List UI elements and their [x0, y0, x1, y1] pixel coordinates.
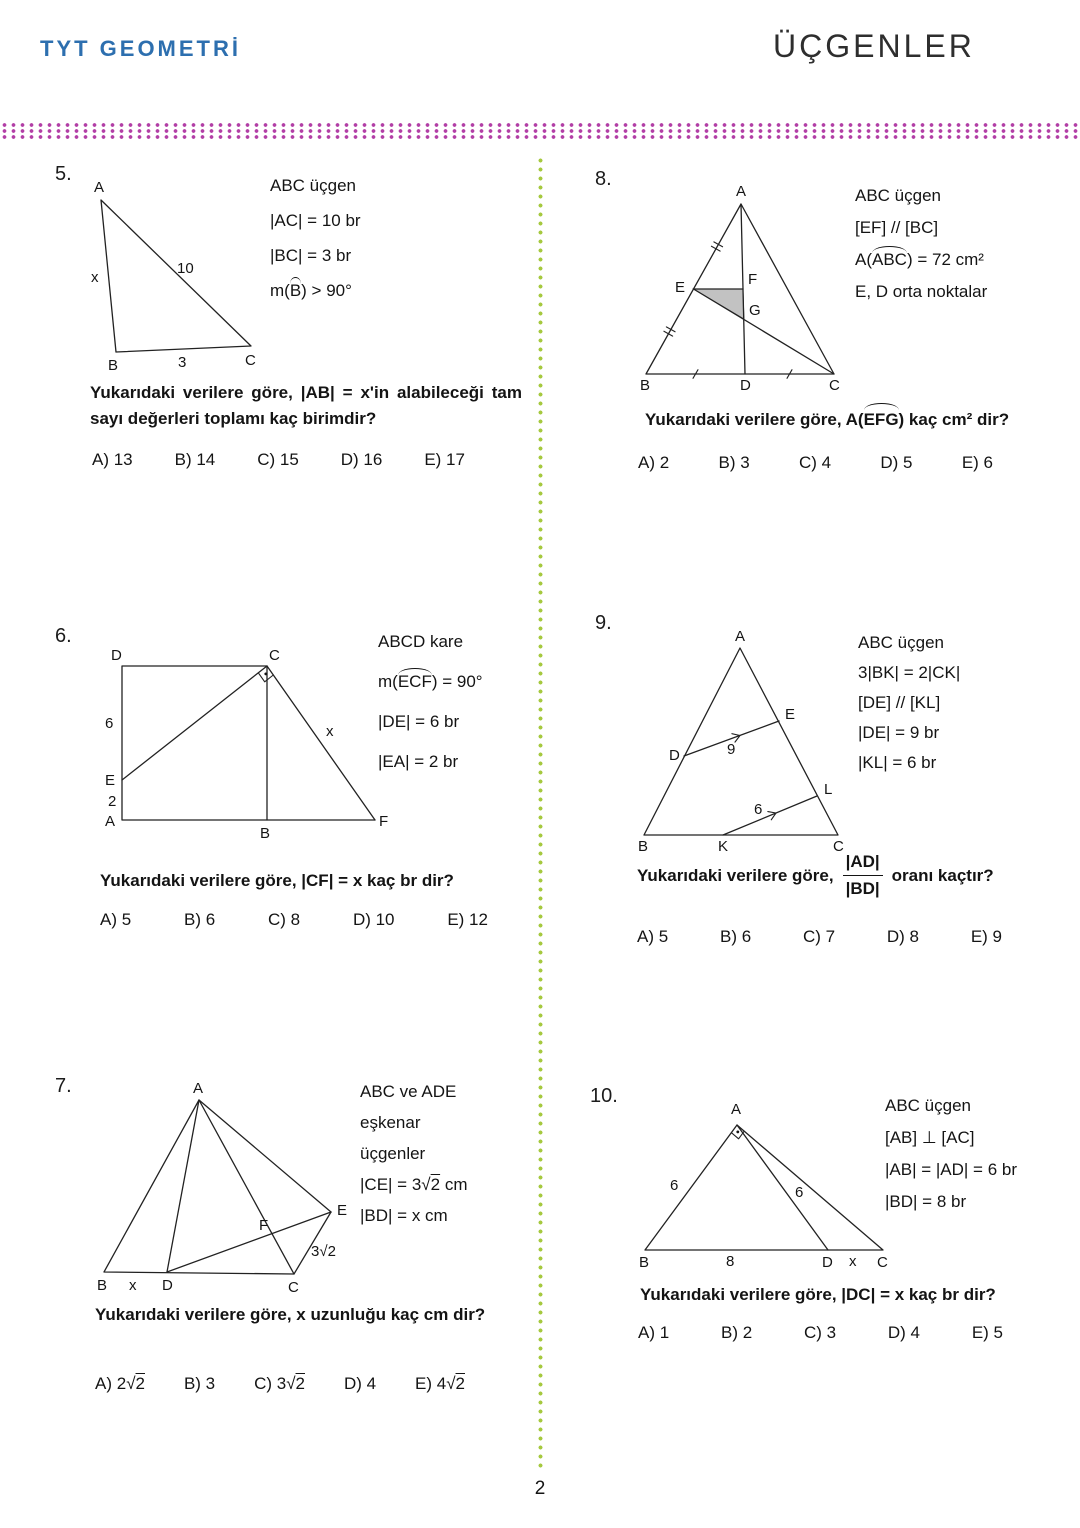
- problem-number: 7.: [55, 1075, 72, 1097]
- problem-5: [55, 160, 525, 520]
- answer-choices: [100, 910, 488, 930]
- segment-de: [167, 1212, 331, 1272]
- problem-10: [590, 1078, 1065, 1368]
- given-info: [360, 1082, 467, 1237]
- vertex-label-a: A: [731, 1101, 742, 1118]
- choice-a: A) 5: [637, 927, 669, 946]
- given-info: [270, 176, 361, 316]
- problem-number: 6.: [55, 625, 72, 647]
- choice-d: D) 4: [887, 1323, 921, 1342]
- given-line: |DE| = 9 br: [858, 723, 940, 742]
- segment-ec: [122, 666, 267, 780]
- given-line: ABC üçgen: [855, 186, 941, 205]
- question-text: Yukarıdaki verilere göre, x uzunluğu kaç cm dir?: [95, 1305, 486, 1324]
- vertex-label-g: G: [749, 302, 761, 319]
- angle-dot: [736, 1131, 739, 1134]
- question-post: oranı kaçtır?: [891, 865, 994, 885]
- given-line: ABC üçgen: [270, 176, 356, 195]
- problem-number: 10.: [590, 1085, 618, 1107]
- fraction-numerator: |AD|: [843, 852, 883, 876]
- segment-ec: [694, 289, 835, 374]
- vertex-label-b: B: [638, 838, 649, 855]
- choice-c: C) 7: [802, 927, 836, 946]
- figure-right-triangle: [628, 1098, 898, 1273]
- given-line: [DE] // [KL]: [858, 693, 941, 712]
- side-label-bc: 3: [178, 354, 187, 371]
- given-line: eşkenar: [360, 1113, 421, 1132]
- given-line: [AB] ⊥ [AC]: [885, 1128, 975, 1147]
- question-text: [637, 852, 994, 899]
- choice-b: B) 6: [184, 910, 216, 929]
- triangle-abc: [101, 200, 251, 352]
- triangle-abc: [644, 648, 838, 835]
- choice-c: C) 8: [268, 910, 301, 929]
- choice-e: E) 5: [971, 1323, 1003, 1342]
- vertex-label-d: D: [822, 1254, 833, 1271]
- choice-d: D) 4: [343, 1374, 377, 1393]
- question-text: Yukarıdaki verilere göre, |DC| = x kaç br dir?: [640, 1285, 996, 1304]
- choice-d: D) 5: [880, 453, 913, 472]
- given-line: |KL| = 6 br: [858, 753, 937, 772]
- choice-c: C) 15: [257, 450, 299, 469]
- vertex-label-b: B: [260, 825, 271, 842]
- given-line: |BD| = 8 br: [885, 1192, 967, 1211]
- problem-8: [590, 160, 1065, 500]
- vertex-label-a: A: [105, 813, 116, 830]
- vertex-label-b: B: [97, 1277, 108, 1294]
- answer-choices: [637, 927, 1002, 947]
- side-label-x: x: [849, 1253, 857, 1270]
- vertex-label-d: D: [740, 377, 751, 394]
- vertex-label-d: D: [111, 647, 122, 664]
- side-label-ad: 6: [795, 1184, 804, 1201]
- given-line: |DE| = 6 br: [378, 712, 460, 731]
- given-line: A(ABC) = 72 cm²: [855, 250, 984, 269]
- problem-number: 5.: [55, 163, 72, 185]
- problem-number: 9.: [595, 612, 612, 634]
- choice-a: A) 2√2: [95, 1374, 145, 1393]
- given-line: üçgenler: [360, 1144, 426, 1163]
- answer-choices: [638, 453, 993, 473]
- given-line: |BC| = 3 br: [270, 246, 352, 265]
- segment-cf: [267, 666, 375, 820]
- vertex-label-a: A: [735, 630, 746, 645]
- side-label-ab: 6: [670, 1177, 679, 1194]
- vertex-label-c: C: [877, 1254, 888, 1271]
- vertex-label-c: C: [269, 647, 280, 664]
- given-line: |AB| = |AD| = 6 br: [885, 1160, 1017, 1179]
- column-dotted-divider: [536, 156, 545, 1470]
- choice-a: A) 5: [100, 910, 132, 929]
- problem-7: [55, 1070, 525, 1420]
- given-line: |AC| = 10 br: [270, 211, 361, 230]
- angle-dot: [264, 673, 267, 676]
- given-line: ABC ve ADE: [360, 1082, 457, 1101]
- square-abcd: [122, 666, 267, 820]
- choice-e: E) 4√2: [415, 1374, 465, 1393]
- given-line: E, D orta noktalar: [855, 282, 988, 301]
- side-label-ce: 3√2: [311, 1243, 336, 1260]
- page-title-left: TYT GEOMETRİ: [40, 36, 241, 61]
- vertex-label-k: K: [718, 838, 729, 855]
- side-label-ea: 2: [108, 793, 117, 810]
- given-line: ABC üçgen: [885, 1096, 971, 1115]
- segment-kl: [723, 796, 817, 835]
- choice-c: C) 4: [798, 453, 832, 472]
- vertex-label-c: C: [245, 352, 256, 369]
- choice-b: B) 6: [719, 927, 752, 946]
- given-line: ABC üçgen: [858, 633, 944, 652]
- choice-b: B) 3: [718, 453, 750, 472]
- given-line: [EF] // [BC]: [855, 218, 939, 237]
- choice-b: B) 2: [720, 1323, 753, 1342]
- vertex-label-b: B: [640, 377, 651, 394]
- given-info: [855, 186, 987, 314]
- vertex-label-a: A: [193, 1080, 204, 1097]
- vertex-label-e: E: [105, 772, 116, 789]
- given-info: [378, 632, 483, 792]
- question-text: Yukarıdaki verilere göre, A(EFG) kaç cm² dir?: [645, 407, 1055, 433]
- side-label-de: 6: [105, 715, 114, 732]
- given-line: |BD| = x cm: [360, 1206, 448, 1225]
- given-line: ABCD kare: [378, 632, 464, 651]
- side-label-de: 9: [727, 741, 736, 758]
- fraction-ad-bd: [843, 852, 883, 899]
- vertex-label-c: C: [288, 1279, 299, 1296]
- page-number: 2: [534, 1478, 546, 1499]
- choice-d: D) 16: [340, 450, 383, 469]
- answer-choices: [95, 1374, 465, 1394]
- choice-c: C) 3: [803, 1323, 837, 1342]
- given-line: m(B) > 90°: [270, 281, 352, 300]
- figure-obtuse-triangle: [83, 178, 273, 378]
- fraction-denominator: |BD|: [845, 879, 880, 898]
- segment-ad: [167, 1100, 199, 1272]
- side-label-x: x: [129, 1277, 137, 1294]
- vertex-label-a: A: [94, 179, 105, 196]
- vertex-label-c: C: [833, 838, 844, 855]
- triangle-abc: [104, 1100, 294, 1274]
- vertex-label-d: D: [162, 1277, 173, 1294]
- vertex-label-l: L: [824, 781, 833, 798]
- figure-triangle-with-midpoints: [628, 182, 858, 397]
- question-pre: Yukarıdaki verilere göre,: [637, 865, 834, 885]
- given-line: |CE| = 3√2 cm: [360, 1175, 468, 1194]
- choice-b: B) 14: [174, 450, 216, 469]
- figure-square-abcd: [95, 646, 390, 851]
- choice-d: D) 8: [886, 927, 920, 946]
- given-line: 3|BK| = 2|CK|: [858, 663, 961, 682]
- answer-choices: [638, 1323, 1003, 1343]
- given-line: m(ECF) = 90°: [378, 672, 483, 691]
- page-title-right: ÜÇGENLER: [773, 28, 975, 64]
- vertex-label-e: E: [785, 706, 796, 723]
- choice-b: B) 3: [183, 1374, 216, 1393]
- side-label-x: x: [91, 269, 99, 286]
- question-text: Yukarıdaki verilere göre, |AB| = x'in alabileceği tam sayı değerleri toplamı kaç birimdir?: [90, 383, 522, 428]
- segment-ad: [737, 1125, 828, 1250]
- vertex-label-d: D: [669, 747, 680, 764]
- given-info: [885, 1096, 1017, 1224]
- problem-number: 8.: [595, 168, 612, 190]
- vertex-label-f: F: [259, 1217, 269, 1234]
- vertex-label-b: B: [108, 357, 119, 374]
- side-label-bd: 8: [726, 1253, 735, 1270]
- top-dotted-divider: [0, 122, 1080, 140]
- problem-6: [55, 620, 525, 960]
- figure-equilateral-triangles: [87, 1080, 352, 1300]
- choice-e: E) 9: [970, 927, 1002, 946]
- vertex-label-b: B: [639, 1254, 650, 1271]
- choice-e: E) 12: [447, 910, 488, 929]
- choice-c: C) 3√2: [254, 1374, 305, 1393]
- given-info: [858, 633, 960, 783]
- triangle-abc: [645, 1125, 883, 1250]
- choice-d: D) 10: [352, 910, 395, 929]
- given-line: |EA| = 2 br: [378, 752, 459, 771]
- segment-ae: [199, 1100, 331, 1212]
- choice-a: A) 13: [92, 450, 133, 469]
- vertex-label-f: F: [379, 813, 389, 830]
- vertex-label-e: E: [675, 279, 686, 296]
- vertex-label-f: F: [748, 271, 758, 288]
- choice-a: A) 1: [638, 1323, 670, 1342]
- side-label-x: x: [326, 723, 334, 740]
- choice-e: E) 17: [424, 450, 465, 469]
- vertex-label-e: E: [337, 1202, 348, 1219]
- choice-e: E) 6: [961, 453, 993, 472]
- answer-choices: [92, 450, 465, 470]
- side-label-ac: 10: [177, 260, 194, 277]
- figure-triangle-parallel-segments: [628, 630, 858, 855]
- question-text: Yukarıdaki verilere göre, |CF| = x kaç br dir?: [100, 871, 454, 890]
- side-label-kl: 6: [754, 801, 763, 818]
- problem-9: [590, 605, 1065, 975]
- choice-a: A) 2: [638, 453, 670, 472]
- vertex-label-a: A: [736, 183, 747, 200]
- vertex-label-c: C: [829, 377, 840, 394]
